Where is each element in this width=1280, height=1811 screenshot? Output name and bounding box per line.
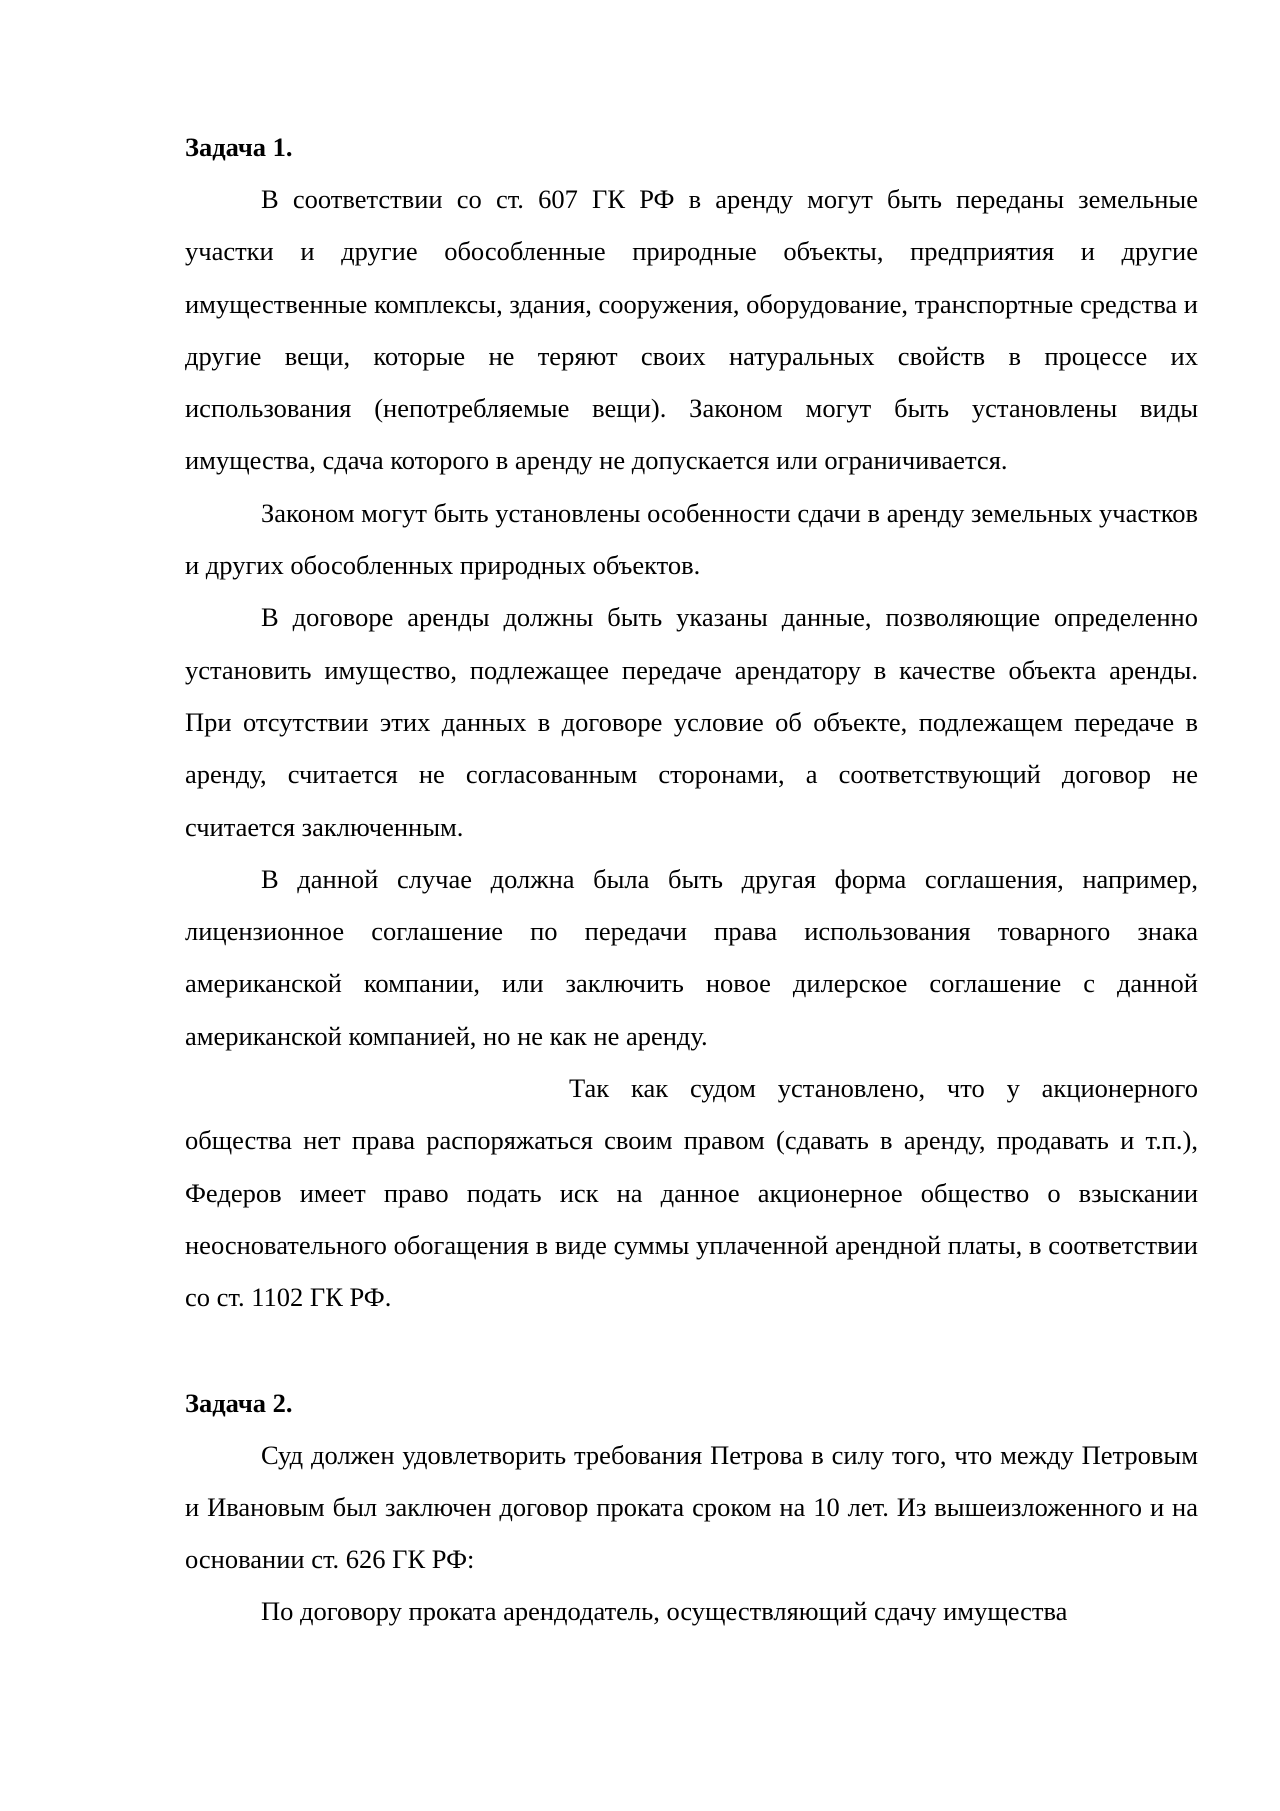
- task2-paragraph-2: По договору проката арендодатель, осуществляющий сдачу имущества: [261, 1596, 1068, 1627]
- task2-paragraph-1: Суд должен удовлетворить требования Петрова в силу того, что между Петровым и Ивановым был заключен договор проката сроком на 10 лет. Из вышеизложенного и на основании ст. 626 ГК РФ:: [185, 1439, 1198, 1575]
- task1-paragraph-4: В данной случае должна была быть другая форма соглашения, например, лицензионное соглашение по передачи права использования товарного знака американской компании, или заключить новое дилерское соглашение с данной американской компанией, но не как не аренду.: [185, 863, 1198, 1051]
- task1-paragraph-1: В соответствии со ст. 607 ГК РФ в аренду могут быть переданы земельные участки и другие обособленные природные объекты, предприятия и другие имущественные комплексы, здания, сооружения, оборудование, транспортные средства и другие вещи, которые не теряют своих натуральных свойств в процессе их использования (непотребляемые вещи). Законом могут быть установлены виды имущества, сдача которого в аренду не допускается или ограничивается.: [185, 184, 1198, 476]
- task1-paragraph-5: Так как судом установлено, что у акционерного общества нет права распоряжаться своим правом (сдавать в аренду, продавать и т.п.), Федеров имеет право подать иск на данное акционерное общество о взыскании неосновательного обогащения в виде суммы уплаченной арендной платы, в соответствии со ст. 1102 ГК РФ.: [185, 1073, 1198, 1313]
- section-gap: [185, 1324, 1198, 1377]
- task2-heading: Задача 2.: [185, 1387, 293, 1418]
- document-body: [185, 121, 1198, 1638]
- task1-heading: Задача 1.: [185, 132, 293, 162]
- task1-paragraph-2: Законом могут быть установлены особенности сдачи в аренду земельных участков и других обособленных природных объектов.: [185, 497, 1198, 581]
- task1-paragraph-3: В договоре аренды должны быть указаны данные, позволяющие определенно установить имущество, подлежащее передаче арендатору в качестве объекта аренды. При отсутствии этих данных в договоре условие об объекте, подлежащем передаче в аренду, считается не согласованным сторонами, а соответствующий договор не считается заключенным.: [185, 602, 1198, 842]
